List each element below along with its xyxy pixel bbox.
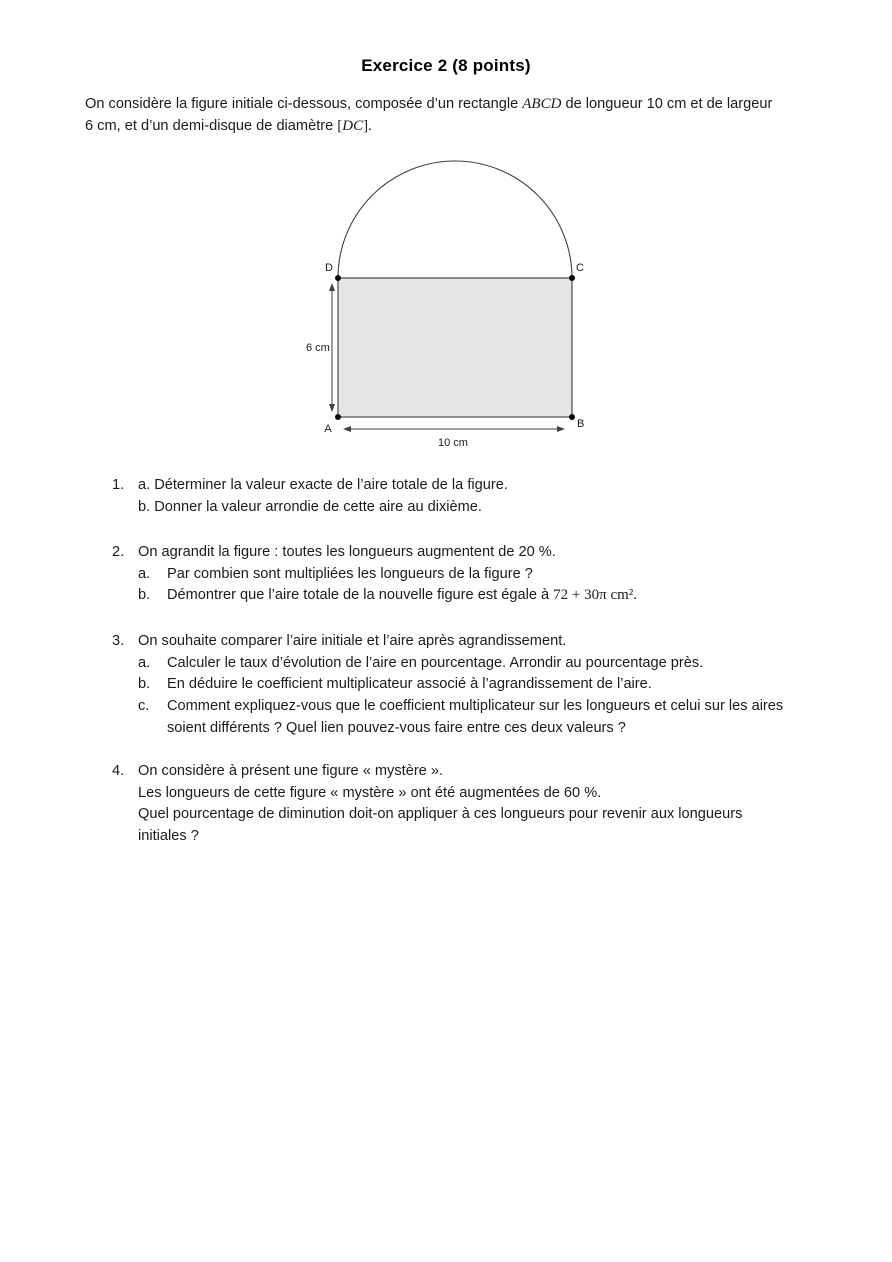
label-D: D xyxy=(325,262,333,274)
sub-letter: a. xyxy=(138,654,151,671)
sub-letter: c. xyxy=(138,698,150,715)
point-B xyxy=(569,414,575,420)
question-2b xyxy=(138,585,872,607)
arrowhead-up-icon xyxy=(329,283,335,291)
question-3a xyxy=(138,653,872,675)
question-3c-text: Comment expliquez-vous que le coefficient multiplicateur sur les longueurs et celui sur les aires xyxy=(167,698,784,715)
intro-text: de longueur 10 cm et de largeur xyxy=(561,96,773,112)
question-number: 4. xyxy=(112,763,125,779)
question-3a-text: Calculer le taux d’évolution de l’aire en pourcentage. Arrondir au pourcentage près. xyxy=(167,654,704,671)
sub-letter: b. xyxy=(138,676,151,693)
math-area-expression: 72 + 30π cm². xyxy=(553,587,638,604)
label-C: C xyxy=(576,262,584,274)
label-B: B xyxy=(577,418,585,430)
question-number: 2. xyxy=(112,544,125,560)
question-4 xyxy=(112,761,872,848)
question-3c-text2: soient différents ? Quel lien pouvez-vous faire entre ces deux valeurs ? xyxy=(167,719,626,736)
sub-letter: a. xyxy=(138,565,151,582)
question-1b: b. Donner la valeur arrondie de cette aire au dixième. xyxy=(138,498,482,515)
height-dimension-label: 6 cm xyxy=(306,342,330,354)
question-1a: a. Déterminer la valeur exacte de l’aire totale de la figure. xyxy=(138,477,508,493)
question-2a-text: Par combien sont multipliées les longueurs de la figure ? xyxy=(167,565,533,582)
question-2a xyxy=(138,564,872,586)
question-4-line2: Les longueurs de cette figure « mystère » ont été augmentées de 60 %. xyxy=(138,784,602,801)
intro-paragraph xyxy=(85,93,845,137)
question-2-main: On agrandit la figure : toutes les longueurs augmentent de 20 %. xyxy=(138,544,556,560)
question-3c-wrap xyxy=(138,718,872,740)
question-3b-text: En déduire le coefficient multiplicateur associé à l’agrandissement de l’aire. xyxy=(167,676,652,693)
math-bracket: [ xyxy=(337,118,343,134)
sub-letter: b. xyxy=(138,587,151,604)
question-number: 3. xyxy=(112,633,125,649)
point-D xyxy=(335,275,341,281)
point-C xyxy=(569,275,575,281)
arrowhead-right-icon xyxy=(557,426,565,432)
width-dimension-label: 10 cm xyxy=(438,437,468,449)
point-A xyxy=(335,414,341,420)
math-diameter-name: DC xyxy=(342,118,364,134)
arrowhead-left-icon xyxy=(343,426,351,432)
math-rectangle-name: ABCD xyxy=(522,96,562,112)
question-2b-text: Démontrer que l’aire totale de la nouvelle figure est égale à xyxy=(167,587,554,604)
question-1 xyxy=(112,475,872,518)
intro-text: 6 cm, et d’un demi-disque de diamètre xyxy=(85,118,338,134)
question-4-line3: Quel pourcentage de diminution doit-on appliquer à ces longueurs pour revenir aux longueurs xyxy=(138,806,743,823)
intro-text: On considère la figure initiale ci-dessous, composée d’un rectangle xyxy=(85,96,523,112)
question-number: 1. xyxy=(112,477,125,493)
question-3c xyxy=(138,696,872,718)
intro-line-2 xyxy=(85,115,845,137)
question-3 xyxy=(112,631,872,740)
question-4-line1: On considère à présent une figure « mystère ». xyxy=(138,763,444,779)
question-3b xyxy=(138,674,872,696)
rectangle-abcd xyxy=(338,278,572,417)
intro-line-1 xyxy=(85,93,845,115)
question-4-line4: initiales ? xyxy=(138,828,199,845)
math-bracket: ]. xyxy=(363,118,372,134)
geometry-figure xyxy=(280,150,610,465)
question-2 xyxy=(112,542,872,607)
arrowhead-down-icon xyxy=(329,404,335,412)
label-A: A xyxy=(324,423,332,435)
question-3-main: On souhaite comparer l’aire initiale et l’aire après agrandissement. xyxy=(138,633,567,649)
figure-svg xyxy=(280,150,610,460)
page-title: Exercice 2 (8 points) xyxy=(361,56,531,75)
semicircle-arc xyxy=(338,161,572,278)
